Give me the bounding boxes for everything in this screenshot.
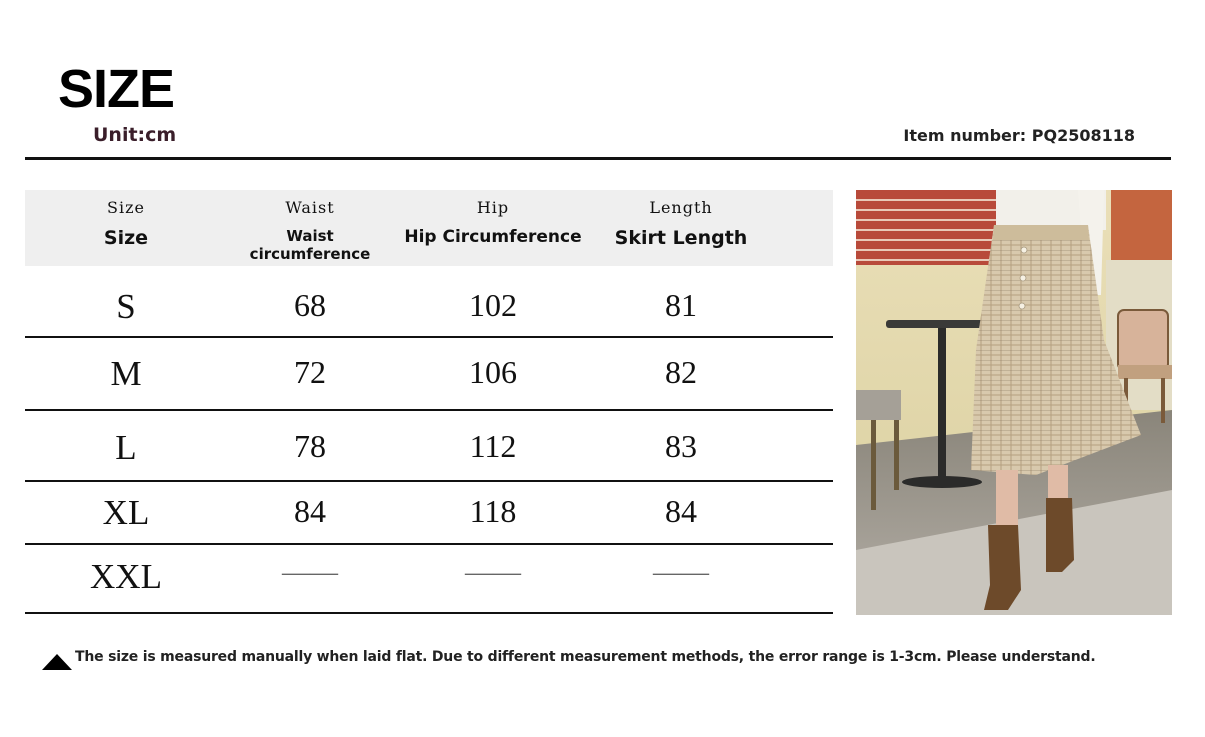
hip-cell: 112: [469, 428, 517, 464]
page-title: SIZE: [58, 59, 175, 119]
column-header-hip: [393, 190, 593, 266]
size-cell: M: [110, 354, 142, 393]
note-text: The size is measured manually when laid flat. Due to different measurement methods, the error range is 1-3cm. Please understand.: [75, 649, 1096, 665]
row-divider: [25, 480, 833, 482]
size-table: [25, 190, 833, 596]
row-divider: [25, 409, 833, 411]
column-header-length: [593, 190, 769, 266]
hip-cell: 102: [469, 287, 517, 323]
column-header-line1: Size: [107, 198, 145, 217]
waist-cell: 78: [294, 428, 326, 464]
column-header-line1: Hip: [476, 198, 510, 217]
row-divider: [25, 336, 833, 338]
row-divider: [25, 543, 833, 545]
column-header-line2: Waist circumference: [249, 227, 371, 263]
column-header-size: [25, 190, 227, 266]
length-cell: 84: [665, 493, 697, 529]
table-header: [25, 190, 833, 266]
hip-cell: ——: [465, 557, 521, 588]
row-divider: [25, 612, 833, 614]
size-cell: XXL: [90, 557, 162, 596]
table-row: [25, 493, 833, 533]
measurement-note: [42, 644, 1095, 670]
column-header-waist: [227, 190, 393, 266]
hip-cell: 106: [469, 354, 517, 390]
waist-cell: 84: [294, 493, 326, 529]
column-header-line1: Waist: [285, 198, 335, 217]
size-cell: S: [116, 287, 136, 326]
column-header-line1: Length: [649, 198, 713, 217]
length-cell: ——: [653, 557, 709, 588]
column-header-line2: Skirt Length: [614, 227, 748, 249]
waist-cell: ——: [282, 557, 338, 588]
length-cell: 83: [665, 428, 697, 464]
table-row: [25, 354, 833, 394]
header-divider: [25, 157, 1171, 160]
length-cell: 81: [665, 287, 697, 323]
column-header-line2: Size: [103, 227, 149, 249]
waist-cell: 68: [294, 287, 326, 323]
hip-cell: 118: [469, 493, 517, 529]
size-cell: L: [115, 428, 137, 467]
model-wearing-plaid-skirt-photo: [856, 190, 1172, 615]
table-row: [25, 428, 833, 468]
size-cell: XL: [102, 493, 150, 532]
waist-cell: 72: [294, 354, 326, 390]
unit-label: Unit:cm: [93, 124, 177, 146]
warning-triangle-icon: [42, 654, 72, 670]
table-row: [25, 287, 833, 327]
table-row: [25, 557, 833, 597]
column-header-line2: Hip Circumference: [404, 227, 582, 247]
length-cell: 82: [665, 354, 697, 390]
item-number: Item number: PQ2508118: [903, 126, 1135, 145]
